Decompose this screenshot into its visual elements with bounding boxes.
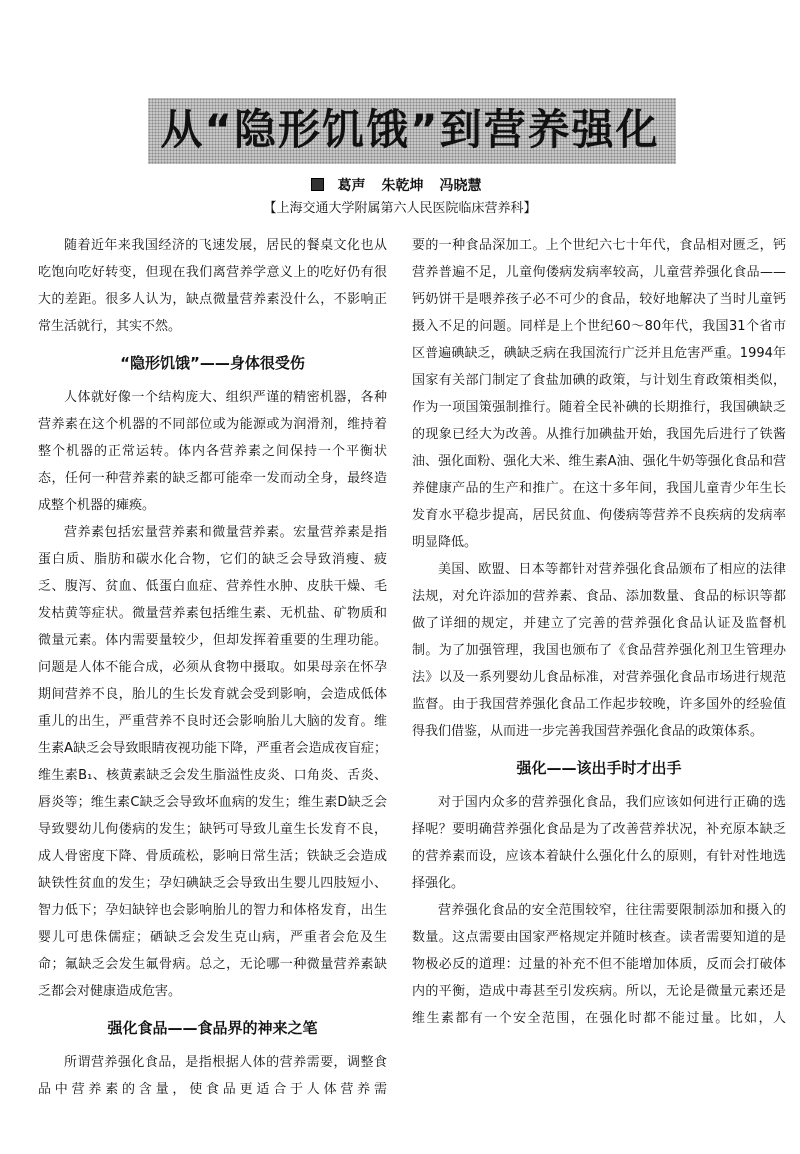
body-paragraph: 所谓营养强化食品，是指根据人体的营养需要，调整食品中营养素的含量，使食品更适合于人体营养需 [38, 1055, 387, 1097]
author-line [0, 176, 800, 196]
article-title: 从“隐形饥饿”到营养强化 [160, 105, 660, 154]
intro-paragraph: 随着近年来我国经济的飞速发展，居民的餐桌文化也从吃饱向吃好转变，但现在我们离营养学意义上的吃好仍有很大的差距。很多人认为，缺点微量营养素没什么，不影响正常生活就行，其实不然。 [38, 238, 387, 334]
body-paragraph: 美国、欧盟、日本等都针对营养强化食品颁布了相应的法律法规，对允许添加的营养素、食品、添加数量、食品的标识等都做了详细的规定，并建立了完善的营养强化食品认证及监督机制。为了加强管理，我国也颁布了《食品营养强化剂卫生管理办法》以及一系列婴幼儿食品标准，对营养强化食品市场进行规范监督。由于我国营养强化食品工作起步较晚，许多国外的经验值得我们借鉴，从而进一步完善我国营养强化食品的政策体系。 [412, 562, 786, 739]
body-paragraph: 要的一种食品深加工。上个世纪六七十年代，食品相对匮乏，钙营养普遍不足，儿童佝偻病发病率较高，儿童营养强化食品——钙奶饼干是喂养孩子必不可少的食品，较好地解决了当时儿童钙摄入不足的问题。同样是上个世纪60～80年代，我国31个省市区普遍碘缺乏，碘缺乏病在我国流行广泛并且危害严重。1994年国家有关部门制定了食盐加碘的政策，与计划生育政策相类似，作为一项国策强制推行。随着全民补碘的长期推行，我国碘缺乏的现象已经大为改善。从推行加碘盐开始，我国先后进行了铁酱油、强化面粉、强化大米、维生素A油、强化牛奶等强化食品和营养健康产品的生产和推广。在这十多年间，我国儿童青少年生长发育水平稳步提高，居民贫血、佝偻病等营养不良疾病的发病率明显降低。 [412, 238, 786, 550]
author-name: 冯晓慧 [439, 178, 482, 194]
section-heading: “隐形饥饿”——身体很受伤 [120, 354, 305, 372]
body-paragraph: 营养强化食品的安全范围较窄，往往需要限制添加和摄入的数量。这点需要由国家严格规定并随时核查。读者需要知道的是物极必反的道理：过量的补充不但不能增加体质，反而会打破体内的平衡，造成中毒甚至引发疾病。所以，无论是微量元素还是维生素都有一个安全范围，在强化时都不能过量。比如，人 [412, 903, 786, 1026]
author-name: 葛声 [337, 178, 366, 194]
square-bullet-icon [311, 178, 324, 191]
left-column [38, 232, 387, 1103]
body-paragraph: 人体就好像一个结构庞大、组织严谨的精密机器，各种营养素在这个机器的不同部位或为能源或为润滑剂，维持着整个机器的正常运转。体内各营养素之间保持一个平衡状态，任何一种营养素的缺乏都可能牵一发而动全身，最终造成整个机器的瘫痪。 [38, 390, 387, 513]
body-paragraph: 营养素包括宏量营养素和微量营养素。宏量营养素是指蛋白质、脂肪和碳水化合物，它们的缺乏会导致消瘦、疲乏、腹泻、贫血、低蛋白血症、营养性水肿、皮肤干燥、毛发枯黄等症状。微量营养素包括维生素、无机盐、矿物质和微量元素。体内需要量较少，但却发挥着重要的生理功能。问题是人体不能合成，必须从食物中摄取。如果母亲在怀孕期间营养不良，胎儿的生长发育就会受到影响，会造成低体重儿的出生，严重营养不良时还会影响胎儿大脑的发育。维生素A缺乏会导致眼睛夜视功能下降，严重者会造成夜盲症；维生素B₁、核黄素缺乏会发生脂溢性皮炎、口角炎、舌炎、唇炎等；维生素C缺乏会导致坏血病的发生；维生素D缺乏会导致婴幼儿佝偻病的发生；缺钙可导致儿童生长发育不良，成人骨密度下降、骨质疏松，影响日常生活；铁缺乏会造成缺铁性贫血的发生；孕妇碘缺乏会导致出生婴儿四肢短小、智力低下；孕妇缺锌也会影响胎儿的智力和体格发育，出生婴儿可患侏儒症；硒缺乏会发生克山病，严重者会危及生命；氟缺乏会发生氟骨病。总之，无论哪一种微量营养素缺乏都会对健康造成危害。 [38, 525, 387, 999]
right-column [412, 232, 786, 1032]
section-heading: 强化——该出手时才出手 [516, 759, 682, 777]
section-heading: 强化食品——食品界的神来之笔 [107, 1019, 318, 1037]
body-paragraph: 对于国内众多的营养强化食品，我们应该如何进行正确的选择呢？要明确营养强化食品是为了改善营养状况，补充原本缺乏的营养素而设，应该本着缺什么强化什么的原则，有针对性地选择强化。 [412, 795, 786, 891]
author-name: 朱乾坤 [381, 178, 424, 194]
author-affiliation: 【上海交通大学附属第六人民医院临床营养科】 [263, 201, 537, 216]
